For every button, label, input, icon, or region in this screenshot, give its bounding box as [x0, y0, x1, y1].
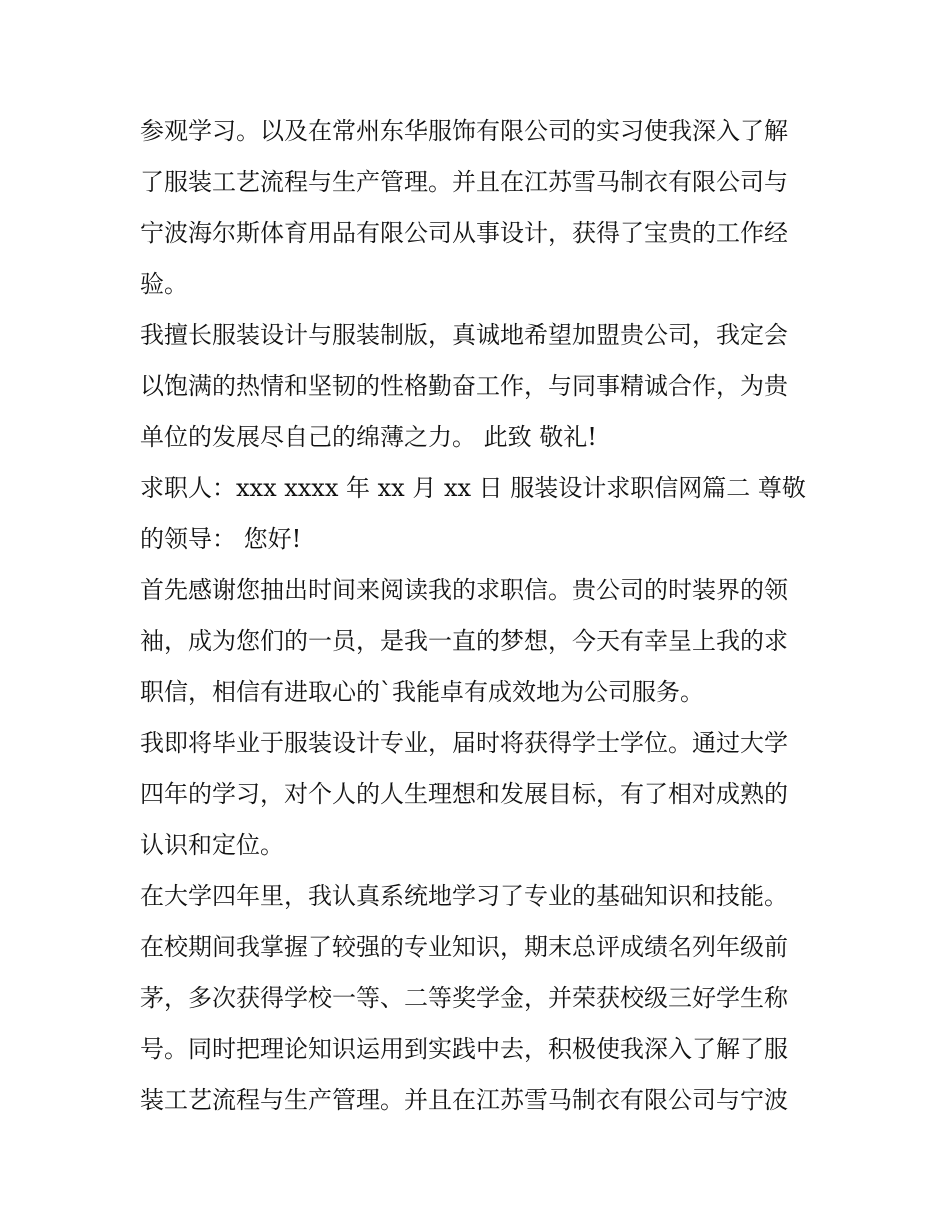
text-line-7: 单位的发展尽自己的绵薄之力。 此致 敬礼!: [140, 423, 597, 451]
text-line-10: 首先感谢您抽出时间来阅读我的求职信。贵公司的时装界的领: [140, 576, 788, 604]
text-line-16: 在大学四年里，我认真系统地学习了专业的基础知识和技能。: [140, 882, 788, 910]
text-line-2: 了服装工艺流程与生产管理。并且在江苏雪马制衣有限公司与: [140, 168, 788, 196]
text-line-5: 我擅长服装设计与服装制版，真诚地希望加盟贵公司，我定会: [140, 321, 788, 349]
text-line-4: 验。: [140, 270, 188, 298]
text-line-20: 装工艺流程与生产管理。并且在江苏雪马制衣有限公司与宁波: [140, 1086, 788, 1114]
text-line-11: 袖，成为您们的一员，是我一直的梦想，今天有幸呈上我的求: [140, 627, 788, 655]
text-line-3: 宁波海尔斯体育用品有限公司从事设计，获得了宝贵的工作经: [140, 219, 788, 247]
text-line-8: 求职人：xxx xxxx 年 xx 月 xx 日 服装设计求职信网篇二 尊敬: [140, 474, 806, 502]
text-line-17: 在校期间我掌握了较强的专业知识，期末总评成绩名列年级前: [140, 933, 788, 961]
text-line-18: 茅，多次获得学校一等、二等奖学金，并荣获校级三好学生称: [140, 984, 788, 1012]
text-line-1: 参观学习。以及在常州东华服饰有限公司的实习使我深入了解: [140, 117, 788, 145]
text-line-9: 的领导： 您好!: [140, 525, 302, 553]
text-line-15: 认识和定位。: [140, 831, 284, 859]
text-line-12: 职信，相信有进取心的`我能卓有成效地为公司服务。: [140, 678, 704, 706]
text-line-13: 我即将毕业于服装设计专业，届时将获得学士学位。通过大学: [140, 729, 788, 757]
text-line-14: 四年的学习，对个人的人生理想和发展目标，有了相对成熟的: [140, 780, 788, 808]
text-line-6: 以饱满的热情和坚韧的性格勤奋工作，与同事精诚合作，为贵: [140, 372, 788, 400]
letter-body: [140, 106, 815, 1126]
text-line-19: 号。同时把理论知识运用到实践中去，积极使我深入了解了服: [140, 1035, 788, 1063]
